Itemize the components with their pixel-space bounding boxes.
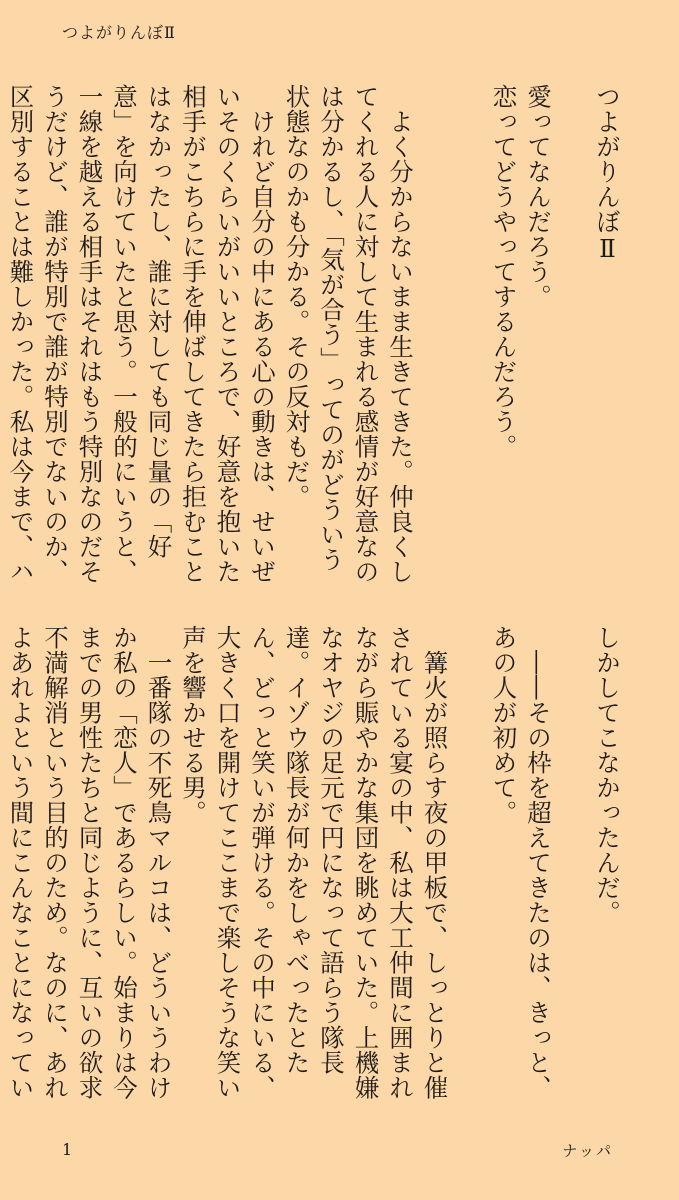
- text-block-top: [6, 84, 624, 596]
- text-block-bottom: [6, 625, 624, 1115]
- epigraph-line-2: 恋ってどうやってするんだろう。: [489, 84, 519, 459]
- author-name: ナッパ: [562, 1142, 613, 1160]
- body-paragraph: ――その枠を超えてきたのは、きっと、あの人が初めて。: [489, 625, 553, 1100]
- running-head: つよがりんぼⅡ: [62, 23, 176, 42]
- chapter-title: つよがりんぼⅡ: [593, 84, 622, 264]
- blank-line: [452, 84, 487, 596]
- page-number: 1: [62, 1140, 73, 1159]
- body-paragraph: よく分からないまま生きてきた。仲良くしてくれる人に対して生まれる感情が好意なのは分かるし、「気が合う」ってのがどういう状態なのかも分かる。その反対もだ。: [282, 84, 415, 584]
- blank-line: [452, 625, 487, 1115]
- blank-line: [555, 625, 590, 1115]
- body-paragraph: しかしてこなかったんだ。: [593, 625, 622, 925]
- blank-line: [555, 84, 590, 596]
- body-paragraph: 一番隊の不死鳥マルコは、どういうわけか私の「恋人」であるらしい。始まりは今までの男性たちと同じように、互いの欲求不満解消という目的のため。なのに、あれよあれよという間にこんなことになってい: [6, 625, 174, 1100]
- blank-line: [417, 84, 452, 596]
- body-paragraph: けれど自分の中にある心の動きは、せいぜいそのくらいがいいところで、好意を抱いた相手がこちらに手を伸ばしてきたら拒むことはなかったし、誰に対しても同じ量の「好意」を向けていたと思う。一般的にいうと、一線を越える相手はそれはもう特別なのだそうだけど、誰が特別で誰が特別でないのか、区別することは難しかった。私は今まで、ハ: [6, 84, 277, 584]
- body-paragraph: 篝火が照らす夜の甲板で、しっとりと催されている宴の中、私は大工仲間に囲まれながら賑やかな集団を眺めていた。上機嫌なオヤジの足元で円になって語らう隊長達。イゾウ隊長が何かをしゃべったとたん、どっと笑いが弾ける。その中にいる、大きく口を開けてここまで楽しそうな笑い声を響かせる男。: [179, 625, 450, 1100]
- epigraph-line-1: 愛ってなんだろう。: [524, 84, 553, 309]
